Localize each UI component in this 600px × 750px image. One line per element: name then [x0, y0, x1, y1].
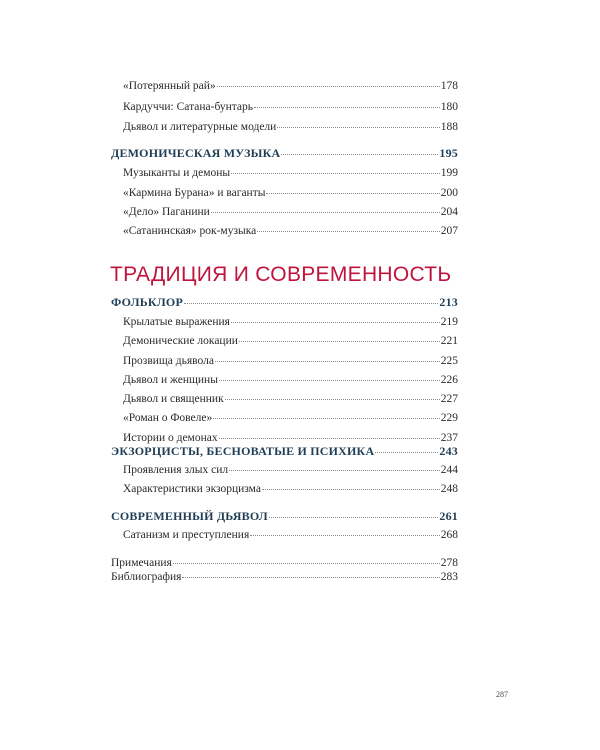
- leader-dots: [250, 534, 440, 536]
- section-page: 243: [439, 444, 458, 458]
- leader-dots: [269, 516, 438, 518]
- toc-entry-label: Библиография: [111, 571, 182, 583]
- leader-dots: [225, 398, 440, 400]
- toc-entry[interactable]: [123, 205, 458, 219]
- leader-dots: [215, 360, 440, 362]
- leader-dots: [173, 562, 440, 564]
- section-page: 195: [439, 146, 458, 160]
- toc-entry[interactable]: [123, 100, 458, 114]
- toc-entry-label: Кардуччи: Сатана-бунтарь: [123, 101, 254, 113]
- leader-dots: [219, 379, 440, 381]
- toc-entry-page: 207: [440, 225, 458, 237]
- leader-dots: [211, 211, 440, 213]
- toc-entry[interactable]: [123, 528, 458, 542]
- toc-entry[interactable]: [123, 166, 458, 180]
- section-title: ФОЛЬКЛОР: [111, 295, 183, 309]
- toc-entry-page: 244: [440, 464, 458, 476]
- toc-entry-label: «Роман о Фовеле»: [123, 412, 213, 424]
- toc-section-folklore[interactable]: [111, 295, 458, 309]
- leader-dots: [266, 192, 439, 194]
- leader-dots: [217, 85, 440, 87]
- leader-dots: [229, 469, 440, 471]
- toc-entry-label: «Кармина Бурана» и ваганты: [123, 187, 266, 199]
- toc-entry-bibliography[interactable]: [111, 570, 458, 584]
- toc-entry-page: 227: [440, 393, 458, 405]
- toc-entry-label: «Дело» Паганини: [123, 206, 210, 218]
- leader-dots: [182, 576, 439, 578]
- toc-entry-label: Дьявол и литературные модели: [123, 121, 277, 133]
- toc-entry[interactable]: [123, 120, 458, 134]
- toc-entry-page: 219: [440, 316, 458, 328]
- leader-dots: [254, 106, 440, 108]
- toc-entry[interactable]: [123, 392, 458, 406]
- toc-entry[interactable]: [123, 315, 458, 329]
- toc-entry-page: 188: [440, 121, 458, 133]
- toc-entry-page: 204: [440, 206, 458, 218]
- section-title: ЭКЗОРЦИСТЫ, БЕСНОВАТЫЕ И ПСИХИКА: [111, 444, 375, 458]
- page-number: 287: [496, 690, 508, 699]
- leader-dots: [262, 488, 440, 490]
- toc-entry-label: Сатанизм и преступления: [123, 529, 250, 541]
- toc-entry[interactable]: [123, 463, 458, 477]
- toc-entry-label: Истории о демонах: [123, 432, 218, 444]
- toc-entry-page: 178: [440, 80, 458, 92]
- leader-dots: [277, 126, 439, 128]
- toc-entry-page: 199: [440, 167, 458, 179]
- section-title: ДЕМОНИЧЕСКАЯ МУЗЫКА: [111, 146, 281, 160]
- toc-entry-label: Проявления злых сил: [123, 464, 229, 476]
- toc-entry[interactable]: [123, 354, 458, 368]
- toc-section-modern[interactable]: [111, 509, 458, 523]
- toc-entry-page: 237: [440, 432, 458, 444]
- toc-entry[interactable]: [123, 79, 458, 93]
- leader-dots: [281, 153, 438, 155]
- toc-entry-page: 200: [440, 187, 458, 199]
- toc-entry-label: Примечания: [111, 557, 172, 569]
- part-title: ТРАДИЦИЯ И СОВРЕМЕННОСТЬ: [110, 263, 452, 286]
- toc-entry[interactable]: [123, 431, 458, 445]
- leader-dots: [184, 302, 438, 304]
- toc-entry-label: Дьявол и священник: [123, 393, 224, 405]
- toc-entry[interactable]: [123, 411, 458, 425]
- toc-entry-page: 268: [440, 529, 458, 541]
- leader-dots: [375, 451, 438, 453]
- toc-entry-page: 180: [440, 101, 458, 113]
- section-title: СОВРЕМЕННЫЙ ДЬЯВОЛ: [111, 509, 268, 523]
- toc-entry-label: Характеристики экзорцизма: [123, 483, 261, 495]
- leader-dots: [213, 417, 440, 419]
- toc-entry-label: Демонические локации: [123, 335, 238, 347]
- leader-dots: [257, 230, 440, 232]
- toc-entry-label: Дьявол и женщины: [123, 374, 218, 386]
- toc-entry-page: 283: [440, 571, 458, 583]
- toc-entry-label: Прозвища дьявола: [123, 355, 214, 367]
- toc-section-music[interactable]: [111, 146, 458, 160]
- toc-entry[interactable]: [123, 186, 458, 200]
- toc-entry-label: Музыканты и демоны: [123, 167, 231, 179]
- toc-entry-page: 248: [440, 483, 458, 495]
- section-page: 261: [439, 509, 458, 523]
- leader-dots: [239, 340, 440, 342]
- leader-dots: [219, 437, 440, 439]
- toc-entry[interactable]: [123, 482, 458, 496]
- toc-entry-label: «Сатанинская» рок-музыка: [123, 225, 257, 237]
- toc-section-exorcists[interactable]: [111, 444, 458, 458]
- toc-entry[interactable]: [123, 224, 458, 238]
- leader-dots: [231, 321, 440, 323]
- toc-entry-notes[interactable]: [111, 556, 458, 570]
- toc-entry-label: «Потерянный рай»: [123, 80, 216, 92]
- leader-dots: [231, 172, 440, 174]
- toc-entry-page: 226: [440, 374, 458, 386]
- toc-entry-page: 278: [440, 557, 458, 569]
- toc-entry-page: 221: [440, 335, 458, 347]
- toc-entry[interactable]: [123, 373, 458, 387]
- toc-entry-label: Крылатые выражения: [123, 316, 230, 328]
- toc-entry-page: 229: [440, 412, 458, 424]
- toc-entry-page: 225: [440, 355, 458, 367]
- toc-entry[interactable]: [123, 334, 458, 348]
- section-page: 213: [439, 295, 458, 309]
